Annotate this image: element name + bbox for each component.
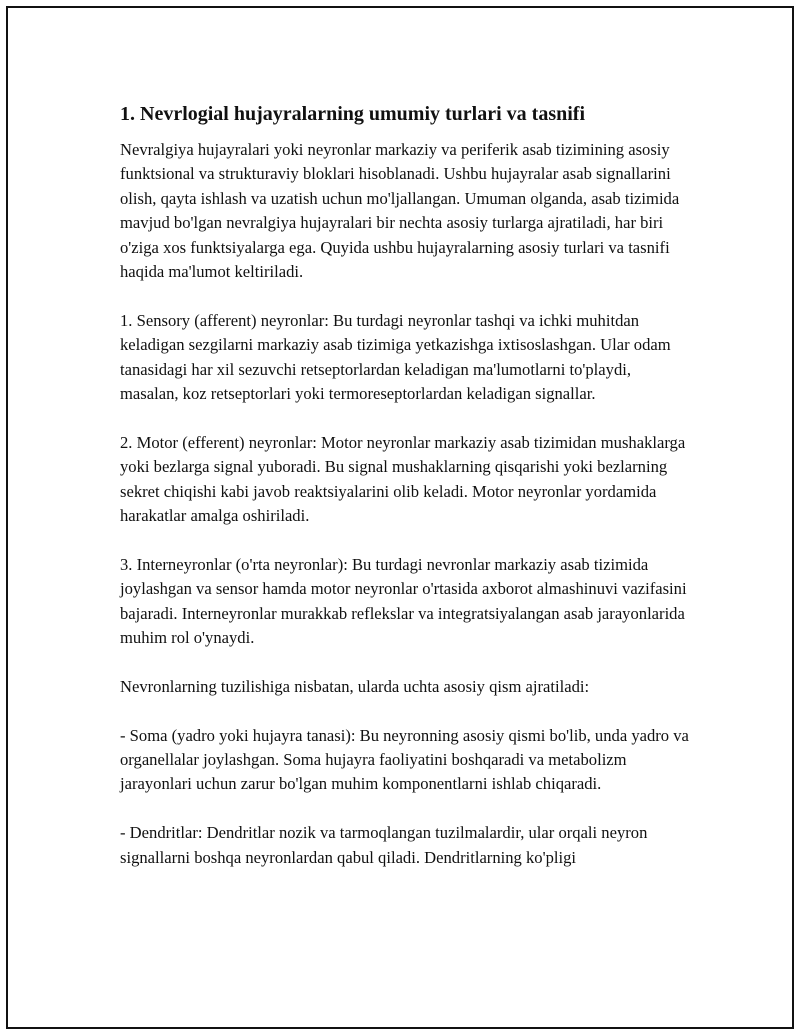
sensory-neurons-paragraph: 1. Sensory (afferent) neyronlar: Bu turdagi neyronlar tashqi va ichki muhitdan keladigan sezgilarni markaziy asab tizimiga yetkazishga ixtisoslashgan. Ular odam tanasidagi har xil sezuvchi retseptorlardan keladigan ma'lumotlarni to'playdi, masalan, koz retseptorlari yoki termoreseptorlardan keladigan signallar. [120, 310, 671, 404]
structure-intro-paragraph: Nevronlarning tuzilishiga nisbatan, ularda uchta asosiy qism ajratiladi: [120, 676, 590, 696]
interneurons-paragraph: 3. Interneyronlar (o'rta neyronlar): Bu turdagi nevronlar markaziy asab tizimida joylashgan va sensor hamda motor neyronlar o'rtasida axborot almashinuvi vazifasini bajaradi. Interneyronlar murakkab reflekslar va integratsiyalangan asab jarayonlarida muhim rol o'ynaydi. [120, 554, 687, 648]
motor-neurons-paragraph: 2. Motor (efferent) neyronlar: Motor neyronlar markaziy asab tizimidan mushaklarga yoki bezlarga signal yuboradi. Bu signal mushaklarning qisqarishi yoki bezlarning sekret chiqishi kabi javob reaktsiyalarini olib keladi. Motor neyronlar yordamida harakatlar amalga oshiriladi. [120, 432, 686, 526]
soma-paragraph: - Soma (yadro yoki hujayra tanasi): Bu neyronning asosiy qismi bo'lib, unda yadro va organellalar joylashgan. Soma hujayra faoliyatini boshqaradi va metabolizm jarayonlari uchun zarur bo'lgan muhim komponentlarni ishlab chiqaradi. [120, 725, 689, 794]
document-body [120, 100, 690, 894]
dendrites-paragraph: - Dendritlar: Dendritlar nozik va tarmoqlangan tuzilmalardir, ular orqali neyron signallarni boshqa neyronlardan qabul qiladi. Dendritlarning ko'pligi [120, 823, 648, 867]
intro-paragraph: Nevralgiya hujayralari yoki neyronlar markaziy va periferik asab tizimining asosiy funktsional va strukturaviy bloklari hisoblanadi. Ushbu hujayralar asab signallarini olish, qayta ishlash va uzatish uchun mo'ljallangan. Umuman olganda, asab tizimida mavjud bo'lgan nevralgiya hujayralari bir nechta asosiy turlarga ajratiladi, har biri o'ziga xos funktsiyalarga ega. Quyida ushbu hujayralarning asosiy turlari va tasnifi haqida ma'lumot keltiriladi. [120, 140, 680, 282]
section-heading: 1. Nevrlogial hujayralarning umumiy turlari va tasnifi [120, 103, 585, 125]
page-frame [6, 6, 794, 1029]
